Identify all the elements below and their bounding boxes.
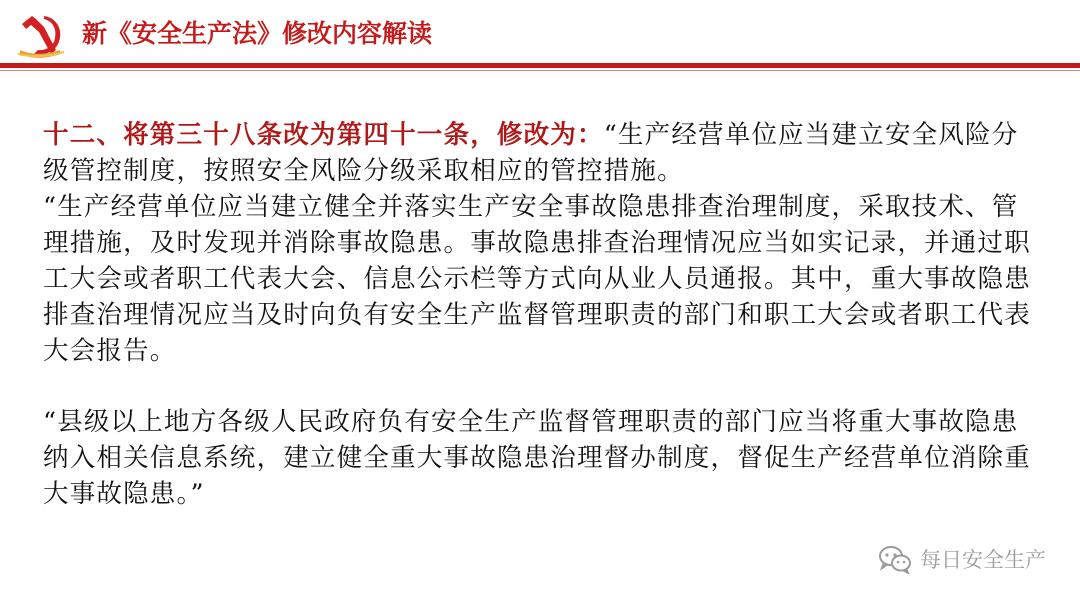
watermark-text: 每日安全生产 xyxy=(920,548,1046,572)
header-divider-thin xyxy=(0,70,1080,71)
slide-body xyxy=(43,117,1043,512)
header-divider xyxy=(0,63,1080,68)
party-emblem-icon xyxy=(14,10,68,60)
amendment-heading: 十二、将第三十八条改为第四十一条，修改为： xyxy=(43,120,604,150)
slide-header xyxy=(0,0,1080,70)
page-title: 新《安全生产法》修改内容解读 xyxy=(82,19,433,48)
paragraph-2: “生产经营单位应当建立健全并落实生产安全事故隐患排查治理制度，采取技术、管理措施，及时发现并消除事故隐患。事故隐患排查治理情况应当如实记录，并通过职工大会或者职工代表大会、信息公示栏等方式向从业人员通报。其中，重大事故隐患排查治理情况应当及时向负有安全生产监督管理职责的部门和职工大会或者职工代表大会报告。 xyxy=(43,192,1031,366)
wechat-icon xyxy=(878,544,912,574)
paragraph-1 xyxy=(43,117,1043,189)
paragraph-3: “县级以上地方各级人民政府负有安全生产监督管理职责的部门应当将重大事故隐患纳入相关信息系统，建立健全重大事故隐患治理督办制度，督促生产经营单位消除重大事故隐患。” xyxy=(43,407,1031,509)
paragraph-1-text: “生产经营单位应当建立安全风险分级管控制度，按照安全风险分级采取相应的管控措施。 xyxy=(43,120,1019,186)
watermark xyxy=(878,542,1046,576)
